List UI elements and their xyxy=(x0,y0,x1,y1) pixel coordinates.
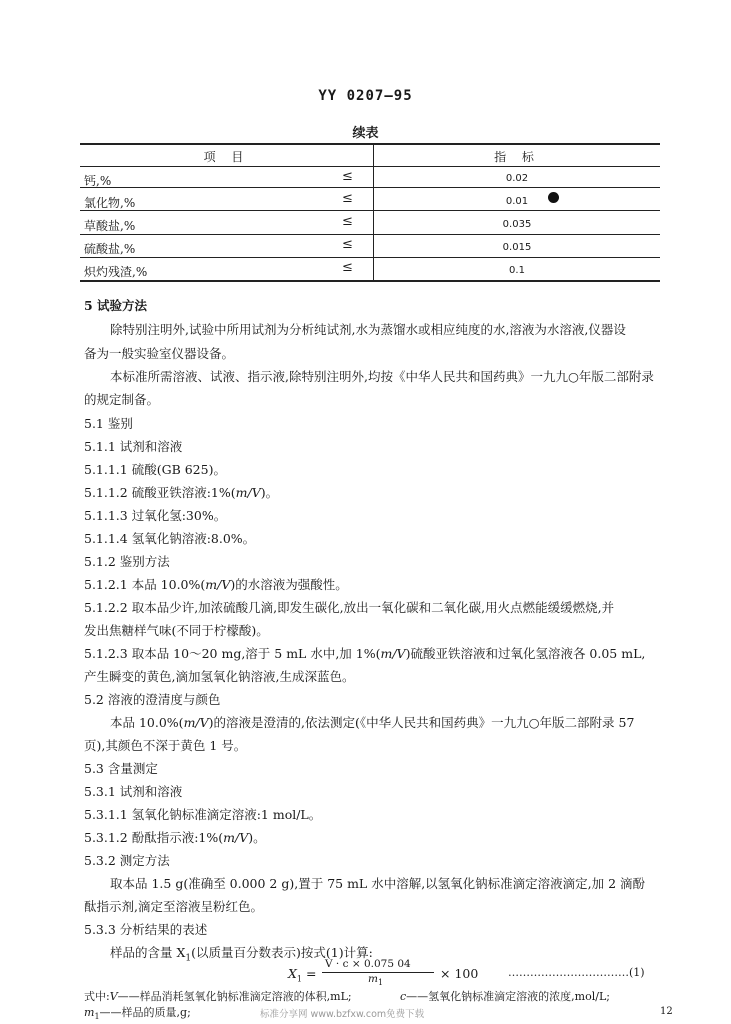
table-row-rule xyxy=(80,187,660,188)
formula-denominator: $m_1$ xyxy=(368,973,384,988)
table-cell-operator: ≤ xyxy=(342,237,353,252)
clause-5-1-1-2: 5.1.1.2 硫酸亚铁溶液:1%(m/V)。 xyxy=(84,485,279,500)
section-5-1-1-heading: 5.1.1 试剂和溶液 xyxy=(84,439,183,454)
section-5-heading: 5 试验方法 xyxy=(84,298,148,313)
standard-number-header: YY 0207—95 xyxy=(318,88,413,104)
table-cell-operator: ≤ xyxy=(342,214,353,229)
table-cell-value: 0.035 xyxy=(502,219,532,230)
table-row-rule xyxy=(80,234,660,235)
table-cell-operator: ≤ xyxy=(342,169,353,184)
table-cell-operator: ≤ xyxy=(342,260,353,275)
table-cell-name: 钙,% xyxy=(84,174,112,188)
section-5-3-2-heading: 5.3.2 测定方法 xyxy=(84,853,170,868)
table-header-rule xyxy=(80,166,660,167)
clause-5-1-2-3: 5.1.2.3 取本品 10～20 mg,溶于 5 mL 水中,加 1%(m/V)硫酸亚铁溶液和过氧化氢溶液各 0.05 mL, xyxy=(84,646,646,661)
where-clause: 式中:V——样品消耗氢氧化钠标准滴定溶液的体积,mL; xyxy=(84,990,352,1003)
section-5-3-3-heading: 5.3.3 分析结果的表述 xyxy=(84,922,208,937)
section-5-2-heading: 5.2 溶液的澄清度与颜色 xyxy=(84,692,221,707)
section-5-3-1-heading: 5.3.1 试剂和溶液 xyxy=(84,784,183,799)
table-cell-operator: ≤ xyxy=(342,191,353,206)
paragraph-line: 本品 10.0%(m/V)的溶液是澄清的,依法测定(《中华人民共和国药典》一九九○年版二部附录 57 xyxy=(110,715,635,730)
table-caption: 续表 xyxy=(352,126,379,141)
ink-blot-mark xyxy=(548,192,559,203)
clause-5-1-2-1: 5.1.2.1 本品 10.0%(m/V)的水溶液为强酸性。 xyxy=(84,577,348,592)
column-header-index: 指 标 xyxy=(494,150,540,164)
formula-number: ……………………………(1) xyxy=(508,966,645,979)
section-5-3-heading: 5.3 含量测定 xyxy=(84,761,158,776)
paragraph-line: 发出焦糖样气味(不同于柠檬酸)。 xyxy=(84,623,269,638)
footer-watermark: 标准分享网 www.bzfxw.com免费下载 xyxy=(260,1009,425,1020)
table-bottom-rule xyxy=(80,280,660,282)
clause-5-3-1-2: 5.3.1.2 酚酞指示液:1%(m/V)。 xyxy=(84,830,266,845)
paragraph-line: 取本品 1.5 g(准确至 0.000 2 g),置于 75 mL 水中溶解,以氢氧化钠标准滴定溶液滴定,加 2 滴酚 xyxy=(110,876,646,891)
table-row-rule xyxy=(80,257,660,258)
formula-multiplier: × 100 xyxy=(440,966,479,981)
table-cell-name: 草酸盐,% xyxy=(84,219,136,233)
section-5-1-2-heading: 5.1.2 鉴别方法 xyxy=(84,554,170,569)
paragraph-line: 酞指示剂,滴定至溶液呈粉红色。 xyxy=(84,899,263,914)
table-cell-value: 0.1 xyxy=(509,265,525,276)
table-cell-name: 炽灼残渣,% xyxy=(84,265,148,279)
clause-5-1-1-3: 5.1.1.3 过氧化氢:30%。 xyxy=(84,508,227,523)
where-clause: $m_1——$样品的质量,g; xyxy=(84,1006,191,1022)
paragraph-line: 样品的含量 $X_1$(以质量百分数表示)按式(1)计算: xyxy=(110,945,373,964)
paragraph-line: 产生瞬变的黄色,滴加氢氧化钠溶液,生成深蓝色。 xyxy=(84,669,355,684)
paragraph-line: 本标准所需溶液、试液、指示液,除特别注明外,均按《中华人民共和国药典》一九九○年版二部附录 xyxy=(110,369,654,384)
paragraph-line: 的规定制备。 xyxy=(84,392,160,407)
clause-5-3-1-1: 5.3.1.1 氢氧化钠标准滴定溶液:1 mol/L。 xyxy=(84,807,322,822)
table-cell-name: 硫酸盐,% xyxy=(84,242,136,256)
table-top-rule xyxy=(80,143,660,145)
column-header-item: 项 目 xyxy=(203,150,250,164)
page-number: 12 xyxy=(660,1006,673,1017)
formula: $X_1$ = xyxy=(288,966,317,984)
paragraph-line: 除特别注明外,试验中所用试剂为分析纯试剂,水为蒸馏水或相应纯度的水,溶液为水溶液,仪器设 xyxy=(110,322,626,337)
table-cell-name: 氯化物,% xyxy=(84,196,136,210)
table-cell-value: 0.02 xyxy=(505,173,529,184)
table-cell-value: 0.01 xyxy=(505,196,529,207)
table-cell-value: 0.015 xyxy=(502,242,532,253)
clause-5-1-1-4: 5.1.1.4 氢氧化钠溶液:8.0%。 xyxy=(84,531,256,546)
formula-numerator: V · c × 0.075 04 xyxy=(325,958,411,970)
clause-5-1-1-1: 5.1.1.1 硫酸(GB 625)。 xyxy=(84,462,226,477)
paragraph-line: 页),其颜色不深于黄色 1 号。 xyxy=(84,738,247,753)
clause-5-1-2-2: 5.1.2.2 取本品少许,加浓硫酸几滴,即发生碳化,放出一氧化碳和二氧化碳,用火点燃能缓缓燃烧,并 xyxy=(84,600,615,615)
where-clause: c——氢氧化钠标准滴定溶液的浓度,mol/L; xyxy=(400,990,610,1003)
paragraph-line: 备为一般实验室仪器设备。 xyxy=(84,346,235,361)
table-row-rule xyxy=(80,210,660,211)
section-5-1-heading: 5.1 鉴别 xyxy=(84,416,133,431)
